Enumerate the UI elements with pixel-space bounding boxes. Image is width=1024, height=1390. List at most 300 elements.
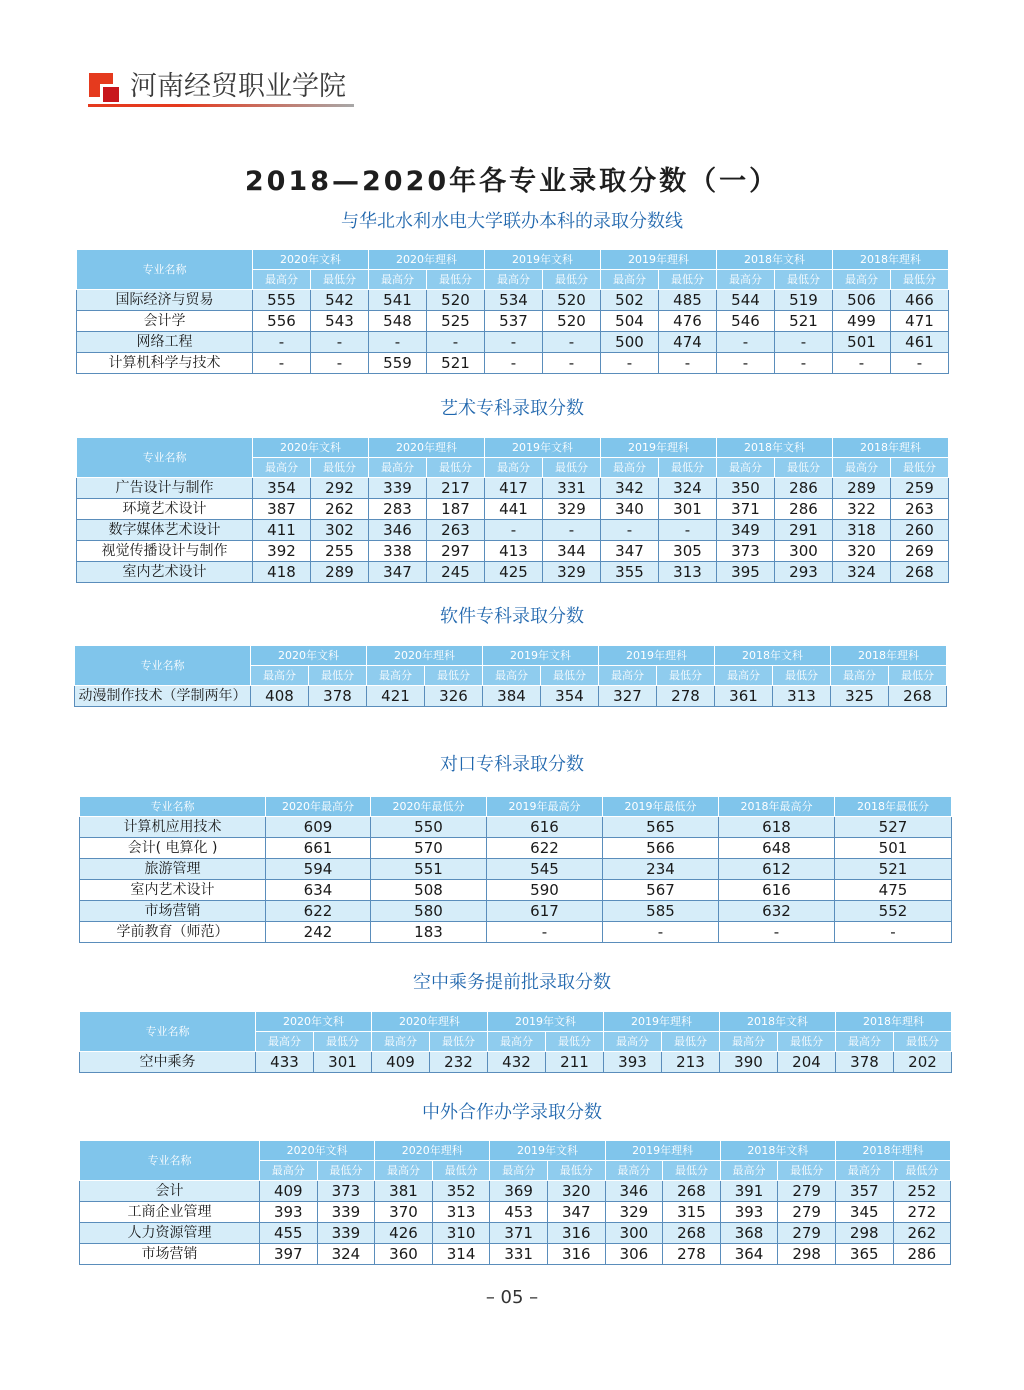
header-row xyxy=(77,250,949,270)
score-cell: - xyxy=(369,332,427,353)
score-cell: 364 xyxy=(720,1244,778,1265)
score-cell: 567 xyxy=(603,880,719,901)
score-cell: - xyxy=(427,332,485,353)
min-score-header: 最低分 xyxy=(775,458,833,478)
score-cell: 565 xyxy=(603,817,719,838)
header-row xyxy=(80,1141,951,1161)
score-cell: 594 xyxy=(266,859,371,880)
score-table xyxy=(79,796,952,943)
score-cell: 339 xyxy=(317,1202,375,1223)
score-cell: 534 xyxy=(485,290,543,311)
score-cell: 408 xyxy=(251,686,309,707)
score-cell: - xyxy=(835,922,952,943)
min-score-header: 最低分 xyxy=(891,270,949,290)
table-row xyxy=(77,541,949,562)
score-cell: 354 xyxy=(541,686,599,707)
max-score-header: 最高分 xyxy=(375,1161,433,1181)
score-cell: 552 xyxy=(835,901,952,922)
score-cell: 204 xyxy=(778,1052,836,1073)
score-cell: 318 xyxy=(833,520,891,541)
score-cell: - xyxy=(775,353,833,374)
section-subtitle: 软件专科录取分数 xyxy=(440,606,584,627)
score-cell: 520 xyxy=(543,311,601,332)
max-score-header: 最高分 xyxy=(601,270,659,290)
min-score-header: 最低分 xyxy=(546,1032,604,1052)
score-cell: 409 xyxy=(372,1052,430,1073)
score-cell: - xyxy=(891,353,949,374)
section-subtitle: 空中乘务提前批录取分数 xyxy=(413,972,611,993)
score-cell: 329 xyxy=(605,1202,663,1223)
score-cell: 342 xyxy=(601,478,659,499)
score-cell: 279 xyxy=(778,1223,836,1244)
score-cell: 616 xyxy=(719,880,835,901)
score-cell: 324 xyxy=(659,478,717,499)
major-name-cell: 会计( 电算化 ) xyxy=(80,838,266,859)
year-group-header: 2020年理科 xyxy=(367,646,483,666)
score-table xyxy=(76,249,949,374)
score-cell: 632 xyxy=(719,901,835,922)
score-cell: 293 xyxy=(775,562,833,583)
score-cell: 441 xyxy=(485,499,543,520)
max-score-header: 最高分 xyxy=(483,666,541,686)
score-table xyxy=(74,645,947,707)
score-cell: 500 xyxy=(601,332,659,353)
year-group-header: 2020年理科 xyxy=(369,438,485,458)
min-score-header: 最低分 xyxy=(893,1161,951,1181)
score-cell: - xyxy=(659,520,717,541)
score-cell: 368 xyxy=(720,1223,778,1244)
score-cell: 501 xyxy=(835,838,952,859)
score-cell: - xyxy=(603,922,719,943)
section-subtitle: 中外合作办学录取分数 xyxy=(422,1102,602,1123)
score-cell: 298 xyxy=(835,1223,893,1244)
score-cell: - xyxy=(717,353,775,374)
score-cell: 371 xyxy=(717,499,775,520)
score-cell: 289 xyxy=(311,562,369,583)
score-cell: 268 xyxy=(891,562,949,583)
score-cell: 537 xyxy=(485,311,543,332)
score-cell: 381 xyxy=(375,1181,433,1202)
score-cell: 331 xyxy=(543,478,601,499)
min-score-header: 最低分 xyxy=(425,666,483,686)
score-cell: 350 xyxy=(717,478,775,499)
score-cell: 300 xyxy=(605,1223,663,1244)
table-row xyxy=(77,332,949,353)
major-column-header: 专业名称 xyxy=(77,438,253,478)
year-group-header: 2019年文科 xyxy=(490,1141,605,1161)
year-group-header: 2018年理科 xyxy=(833,250,949,270)
score-cell: 545 xyxy=(487,859,603,880)
score-cell: 580 xyxy=(371,901,487,922)
score-cell: 521 xyxy=(835,859,952,880)
score-cell: - xyxy=(311,332,369,353)
score-cell: 541 xyxy=(369,290,427,311)
min-score-header: 最低分 xyxy=(317,1161,375,1181)
score-cell: 476 xyxy=(659,311,717,332)
score-column-header: 2019年最低分 xyxy=(603,797,719,817)
score-cell: 485 xyxy=(659,290,717,311)
max-score-header: 最高分 xyxy=(599,666,657,686)
score-cell: 371 xyxy=(490,1223,548,1244)
max-score-header: 最高分 xyxy=(604,1032,662,1052)
min-score-header: 最低分 xyxy=(543,458,601,478)
score-cell: 542 xyxy=(311,290,369,311)
max-score-header: 最高分 xyxy=(717,270,775,290)
table-row xyxy=(80,1052,952,1073)
score-cell: - xyxy=(253,353,311,374)
max-score-header: 最高分 xyxy=(260,1161,318,1181)
min-score-header: 最低分 xyxy=(778,1032,836,1052)
score-cell: 612 xyxy=(719,859,835,880)
table-row xyxy=(77,353,949,374)
score-cell: 320 xyxy=(833,541,891,562)
max-score-header: 最高分 xyxy=(715,666,773,686)
min-score-header: 最低分 xyxy=(889,666,947,686)
min-score-header: 最低分 xyxy=(662,1032,720,1052)
score-cell: 211 xyxy=(546,1052,604,1073)
score-cell: 338 xyxy=(369,541,427,562)
score-cell: - xyxy=(543,520,601,541)
major-column-header: 专业名称 xyxy=(75,646,251,686)
score-cell: 360 xyxy=(375,1244,433,1265)
score-cell: 590 xyxy=(487,880,603,901)
score-cell: 283 xyxy=(369,499,427,520)
section-subtitle: 与华北水利水电大学联办本科的录取分数线 xyxy=(341,211,683,232)
score-cell: 461 xyxy=(891,332,949,353)
table-row xyxy=(75,686,947,707)
year-group-header: 2019年理科 xyxy=(601,250,717,270)
year-group-header: 2019年理科 xyxy=(604,1012,720,1032)
header-row xyxy=(75,646,947,666)
score-cell: 453 xyxy=(490,1202,548,1223)
major-name-cell: 市场营销 xyxy=(80,901,266,922)
score-cell: 322 xyxy=(833,499,891,520)
score-cell: 278 xyxy=(657,686,715,707)
table-row xyxy=(80,817,952,838)
max-score-header: 最高分 xyxy=(253,458,311,478)
score-cell: - xyxy=(775,332,833,353)
max-score-header: 最高分 xyxy=(369,458,427,478)
score-cell: 525 xyxy=(427,311,485,332)
score-cell: 369 xyxy=(490,1181,548,1202)
table-row xyxy=(80,880,952,901)
max-score-header: 最高分 xyxy=(833,270,891,290)
score-cell: 395 xyxy=(717,562,775,583)
year-group-header: 2020年文科 xyxy=(253,438,369,458)
score-cell: 301 xyxy=(659,499,717,520)
table-row xyxy=(77,499,949,520)
table-row xyxy=(77,311,949,332)
score-cell: 527 xyxy=(835,817,952,838)
score-cell: 378 xyxy=(309,686,367,707)
year-group-header: 2019年理科 xyxy=(599,646,715,666)
score-cell: 499 xyxy=(833,311,891,332)
score-cell: 548 xyxy=(369,311,427,332)
score-cell: 262 xyxy=(311,499,369,520)
score-cell: 340 xyxy=(601,499,659,520)
score-cell: 585 xyxy=(603,901,719,922)
score-cell: 550 xyxy=(371,817,487,838)
score-cell: 324 xyxy=(317,1244,375,1265)
max-score-header: 最高分 xyxy=(836,1032,894,1052)
score-cell: 519 xyxy=(775,290,833,311)
year-group-header: 2019年文科 xyxy=(488,1012,604,1032)
score-cell: 302 xyxy=(311,520,369,541)
score-cell: 355 xyxy=(601,562,659,583)
score-cell: 661 xyxy=(266,838,371,859)
score-cell: 268 xyxy=(663,1223,721,1244)
min-score-header: 最低分 xyxy=(547,1161,605,1181)
score-cell: - xyxy=(833,353,891,374)
year-group-header: 2020年文科 xyxy=(256,1012,372,1032)
score-cell: - xyxy=(601,520,659,541)
year-group-header: 2020年文科 xyxy=(251,646,367,666)
score-cell: 259 xyxy=(891,478,949,499)
score-cell: 609 xyxy=(266,817,371,838)
major-name-cell: 视觉传播设计与制作 xyxy=(77,541,253,562)
score-cell: 292 xyxy=(311,478,369,499)
score-cell: - xyxy=(487,922,603,943)
min-score-header: 最低分 xyxy=(657,666,715,686)
score-cell: 617 xyxy=(487,901,603,922)
score-cell: 339 xyxy=(317,1223,375,1244)
score-cell: 315 xyxy=(663,1202,721,1223)
score-cell: 501 xyxy=(833,332,891,353)
score-cell: 347 xyxy=(601,541,659,562)
header-row xyxy=(77,438,949,458)
score-cell: 262 xyxy=(893,1223,951,1244)
score-cell: 543 xyxy=(311,311,369,332)
table-row xyxy=(80,901,952,922)
table-row xyxy=(77,520,949,541)
score-cell: 373 xyxy=(317,1181,375,1202)
score-table xyxy=(76,437,949,583)
table-row xyxy=(77,290,949,311)
year-group-header: 2019年文科 xyxy=(483,646,599,666)
min-score-header: 最低分 xyxy=(894,1032,952,1052)
max-score-header: 最高分 xyxy=(485,458,543,478)
min-score-header: 最低分 xyxy=(311,270,369,290)
major-column-header: 专业名称 xyxy=(77,250,253,290)
section-subtitle: 艺术专科录取分数 xyxy=(440,398,584,419)
score-cell: - xyxy=(253,332,311,353)
score-cell: 260 xyxy=(891,520,949,541)
score-cell: 508 xyxy=(371,880,487,901)
year-group-header: 2018年理科 xyxy=(833,438,949,458)
min-score-header: 最低分 xyxy=(659,270,717,290)
score-cell: 344 xyxy=(543,541,601,562)
score-cell: 466 xyxy=(891,290,949,311)
page-title: 2018—2020年各专业录取分数（一） xyxy=(244,166,780,197)
score-cell: 616 xyxy=(487,817,603,838)
max-score-header: 最高分 xyxy=(605,1161,663,1181)
major-name-cell: 室内艺术设计 xyxy=(80,880,266,901)
score-cell: - xyxy=(601,353,659,374)
score-cell: - xyxy=(719,922,835,943)
year-group-header: 2018年文科 xyxy=(717,438,833,458)
table-row xyxy=(77,478,949,499)
score-cell: 504 xyxy=(601,311,659,332)
max-score-header: 最高分 xyxy=(720,1032,778,1052)
score-cell: 213 xyxy=(662,1052,720,1073)
score-table xyxy=(79,1011,952,1073)
major-name-cell: 计算机科学与技术 xyxy=(77,353,253,374)
min-score-header: 最低分 xyxy=(773,666,831,686)
score-cell: 370 xyxy=(375,1202,433,1223)
score-cell: 286 xyxy=(893,1244,951,1265)
min-score-header: 最低分 xyxy=(430,1032,488,1052)
max-score-header: 最高分 xyxy=(717,458,775,478)
score-cell: 300 xyxy=(775,541,833,562)
score-cell: 521 xyxy=(775,311,833,332)
major-name-cell: 数字媒体艺术设计 xyxy=(77,520,253,541)
score-cell: 413 xyxy=(485,541,543,562)
score-cell: 622 xyxy=(487,838,603,859)
score-cell: - xyxy=(485,332,543,353)
major-name-cell: 网络工程 xyxy=(77,332,253,353)
score-cell: 502 xyxy=(601,290,659,311)
score-cell: 521 xyxy=(427,353,485,374)
score-cell: 310 xyxy=(432,1223,490,1244)
school-logo-icon xyxy=(89,73,119,102)
score-column-header: 2018年最低分 xyxy=(835,797,952,817)
score-cell: 559 xyxy=(369,353,427,374)
min-score-header: 最低分 xyxy=(314,1032,372,1052)
header-row xyxy=(80,797,952,817)
major-name-cell: 环境艺术设计 xyxy=(77,499,253,520)
score-cell: 570 xyxy=(371,838,487,859)
score-cell: 286 xyxy=(775,499,833,520)
score-cell: - xyxy=(717,332,775,353)
score-cell: 378 xyxy=(836,1052,894,1073)
major-name-cell: 广告设计与制作 xyxy=(77,478,253,499)
score-cell: 352 xyxy=(432,1181,490,1202)
score-cell: 305 xyxy=(659,541,717,562)
major-name-cell: 工商企业管理 xyxy=(80,1202,260,1223)
score-cell: 417 xyxy=(485,478,543,499)
year-group-header: 2020年文科 xyxy=(253,250,369,270)
score-cell: 354 xyxy=(253,478,311,499)
min-score-header: 最低分 xyxy=(427,458,485,478)
score-cell: 291 xyxy=(775,520,833,541)
max-score-header: 最高分 xyxy=(485,270,543,290)
score-cell: 390 xyxy=(720,1052,778,1073)
score-cell: - xyxy=(543,353,601,374)
max-score-header: 最高分 xyxy=(833,458,891,478)
year-group-header: 2019年文科 xyxy=(485,250,601,270)
year-group-header: 2018年文科 xyxy=(715,646,831,666)
table-row xyxy=(80,1202,951,1223)
score-column-header: 2020年最低分 xyxy=(371,797,487,817)
max-score-header: 最高分 xyxy=(720,1161,778,1181)
year-group-header: 2018年理科 xyxy=(831,646,947,666)
table-row xyxy=(80,859,952,880)
score-cell: 551 xyxy=(371,859,487,880)
major-name-cell: 会计学 xyxy=(77,311,253,332)
score-cell: 345 xyxy=(835,1202,893,1223)
score-cell: 393 xyxy=(604,1052,662,1073)
year-group-header: 2018年理科 xyxy=(836,1012,952,1032)
score-cell: 325 xyxy=(831,686,889,707)
score-cell: 418 xyxy=(253,562,311,583)
section-subtitle: 对口专科录取分数 xyxy=(440,754,584,775)
score-cell: 234 xyxy=(603,859,719,880)
year-group-header: 2018年文科 xyxy=(720,1141,835,1161)
max-score-header: 最高分 xyxy=(488,1032,546,1052)
score-cell: 475 xyxy=(835,880,952,901)
score-cell: 622 xyxy=(266,901,371,922)
score-cell: 426 xyxy=(375,1223,433,1244)
year-group-header: 2018年文科 xyxy=(720,1012,836,1032)
score-cell: 268 xyxy=(663,1181,721,1202)
score-cell: 648 xyxy=(719,838,835,859)
max-score-header: 最高分 xyxy=(601,458,659,478)
score-cell: 313 xyxy=(432,1202,490,1223)
max-score-header: 最高分 xyxy=(369,270,427,290)
score-column-header: 2020年最高分 xyxy=(266,797,371,817)
major-name-cell: 室内艺术设计 xyxy=(77,562,253,583)
score-cell: 242 xyxy=(266,922,371,943)
min-score-header: 最低分 xyxy=(663,1161,721,1181)
min-score-header: 最低分 xyxy=(427,270,485,290)
score-table xyxy=(79,1140,951,1265)
min-score-header: 最低分 xyxy=(775,270,833,290)
score-cell: 425 xyxy=(485,562,543,583)
major-column-header: 专业名称 xyxy=(80,1141,260,1181)
score-cell: 346 xyxy=(369,520,427,541)
score-cell: 555 xyxy=(253,290,311,311)
score-cell: 326 xyxy=(425,686,483,707)
table-row xyxy=(80,1244,951,1265)
score-cell: 320 xyxy=(547,1181,605,1202)
year-group-header: 2020年理科 xyxy=(369,250,485,270)
max-score-header: 最高分 xyxy=(490,1161,548,1181)
score-cell: 391 xyxy=(720,1181,778,1202)
major-name-cell: 计算机应用技术 xyxy=(80,817,266,838)
score-cell: 387 xyxy=(253,499,311,520)
score-cell: 433 xyxy=(256,1052,314,1073)
max-score-header: 最高分 xyxy=(367,666,425,686)
score-cell: 393 xyxy=(720,1202,778,1223)
score-cell: - xyxy=(543,332,601,353)
score-cell: 373 xyxy=(717,541,775,562)
score-cell: 346 xyxy=(605,1181,663,1202)
table-row xyxy=(77,562,949,583)
score-cell: 217 xyxy=(427,478,485,499)
score-cell: 286 xyxy=(775,478,833,499)
score-cell: - xyxy=(659,353,717,374)
score-cell: 255 xyxy=(311,541,369,562)
score-cell: 618 xyxy=(719,817,835,838)
score-cell: 384 xyxy=(483,686,541,707)
score-cell: 252 xyxy=(893,1181,951,1202)
major-column-header: 专业名称 xyxy=(80,797,266,817)
score-cell: 411 xyxy=(253,520,311,541)
score-cell: 278 xyxy=(663,1244,721,1265)
score-cell: - xyxy=(485,520,543,541)
score-cell: 397 xyxy=(260,1244,318,1265)
score-cell: 272 xyxy=(893,1202,951,1223)
score-cell: 520 xyxy=(427,290,485,311)
score-cell: 187 xyxy=(427,499,485,520)
brand-divider xyxy=(88,104,354,107)
score-cell: 421 xyxy=(367,686,425,707)
max-score-header: 最高分 xyxy=(831,666,889,686)
major-name-cell: 动漫制作技术（学制两年） xyxy=(75,686,251,707)
score-cell: 357 xyxy=(835,1181,893,1202)
score-cell: - xyxy=(485,353,543,374)
year-group-header: 2020年理科 xyxy=(372,1012,488,1032)
